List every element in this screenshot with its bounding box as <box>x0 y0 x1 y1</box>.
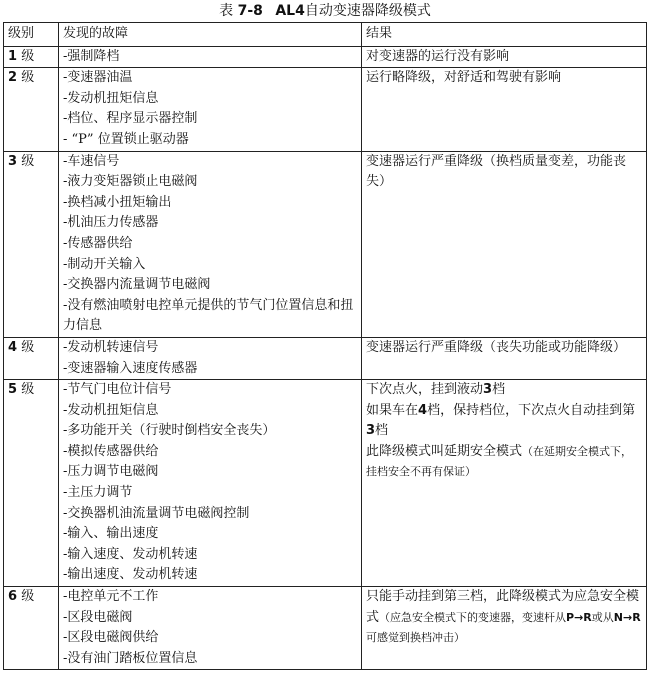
result-cell <box>362 587 647 670</box>
fault-item: -发动机扭矩信息 <box>63 90 159 106</box>
fault-item: -发动机扭矩信息 <box>63 402 159 418</box>
fault-item: - “P” 位置锁止驱动器 <box>63 131 189 147</box>
level-cell: 2 级 <box>4 68 59 151</box>
table-row <box>4 587 647 670</box>
fault-item: -输入、输出速度 <box>63 526 159 542</box>
fault-cell <box>59 587 362 670</box>
level-cell: 1 级 <box>4 46 59 68</box>
table-row <box>4 380 647 587</box>
fault-item: -变速器输入速度传感器 <box>63 360 198 376</box>
fault-cell <box>59 380 362 587</box>
result-cell: 变速器运行严重降级（换档质量变差，功能丧失） <box>362 151 647 337</box>
result-line: 如果车在4档，保持档位，下次点火自动挂到第3档 <box>366 402 636 439</box>
fault-cell <box>59 337 362 379</box>
level-cell: 5 级 <box>4 380 59 587</box>
fault-cell <box>59 151 362 337</box>
table-header-row <box>4 23 647 47</box>
fault-item: -机油压力传感器 <box>63 215 159 231</box>
level-cell: 6 级 <box>4 587 59 670</box>
level-cell: 4 级 <box>4 337 59 379</box>
table-row <box>4 337 647 379</box>
fault-item: -输出速度、发动机转速 <box>63 567 198 583</box>
fault-item: -发动机转速信号 <box>63 339 159 355</box>
result-cell: 运行略降级，对舒适和驾驶有影响 <box>362 68 647 151</box>
fault-item: -档位、程序显示器控制 <box>63 111 198 127</box>
caption-prefix: 表 <box>219 3 234 19</box>
fault-item: -电控单元不工作 <box>63 589 159 605</box>
fault-cell <box>59 68 362 151</box>
table-row <box>4 46 647 68</box>
fault-item: -交换器机油流量调节电磁阀控制 <box>63 505 250 521</box>
fault-item: -主压力调节 <box>63 485 133 501</box>
table-row <box>4 151 647 337</box>
header-fault: 发现的故障 <box>59 23 362 47</box>
fault-item: -模拟传感器供给 <box>63 443 159 459</box>
caption-title: 自动变速器降级模式 <box>304 3 431 19</box>
result-line: 此降级模式叫延期安全模式（在延期安全模式下，挂档安全不再有保证） <box>366 443 633 479</box>
table-row <box>4 68 647 151</box>
result-cell: 对变速器的运行没有影响 <box>362 46 647 68</box>
fault-item: -区段电磁阀 <box>63 609 133 625</box>
result-line: 下次点火，挂到液动3档 <box>366 382 506 398</box>
fault-item: -制动开关输入 <box>63 256 146 272</box>
header-level: 级别 <box>4 23 59 47</box>
caption-number: 7-8 <box>237 3 263 19</box>
caption-model: AL4 <box>275 3 305 19</box>
fault-item: -交换器内流量调节电磁阀 <box>63 277 211 293</box>
fault-item: -区段电磁阀供给 <box>63 630 159 646</box>
fault-item: -没有燃油喷射电控单元提供的节气门位置信息和扭力信息 <box>63 297 354 334</box>
fault-cell <box>59 46 362 68</box>
result-line: 只能手动挂到第三档，此降级模式为应急安全模式（应急安全模式下的变速器，变速杆从P→R或从N→R可感觉到换档冲击） <box>366 589 641 645</box>
header-result: 结果 <box>362 23 647 47</box>
table-caption <box>0 2 650 20</box>
fault-item: -液力变矩器锁止电磁阀 <box>63 174 198 190</box>
fault-item: -变速器油温 <box>63 70 133 86</box>
result-cell <box>362 380 647 587</box>
fault-item: -换档减小扭矩输出 <box>63 194 172 210</box>
fault-item: -输入速度、发动机转速 <box>63 546 198 562</box>
fault-item: -多功能开关（行驶时倒档安全丧失） <box>63 423 276 439</box>
degradation-mode-table <box>3 22 647 670</box>
fault-item: -强制降档 <box>63 48 120 64</box>
fault-item: -节气门电位计信号 <box>63 382 172 398</box>
fault-item: -没有油门踏板位置信息 <box>63 650 198 666</box>
level-cell: 3 级 <box>4 151 59 337</box>
fault-item: -传感器供给 <box>63 235 133 251</box>
result-cell: 变速器运行严重降级（丧失功能或功能降级） <box>362 337 647 379</box>
fault-item: -车速信号 <box>63 153 120 169</box>
fault-item: -压力调节电磁阀 <box>63 464 159 480</box>
